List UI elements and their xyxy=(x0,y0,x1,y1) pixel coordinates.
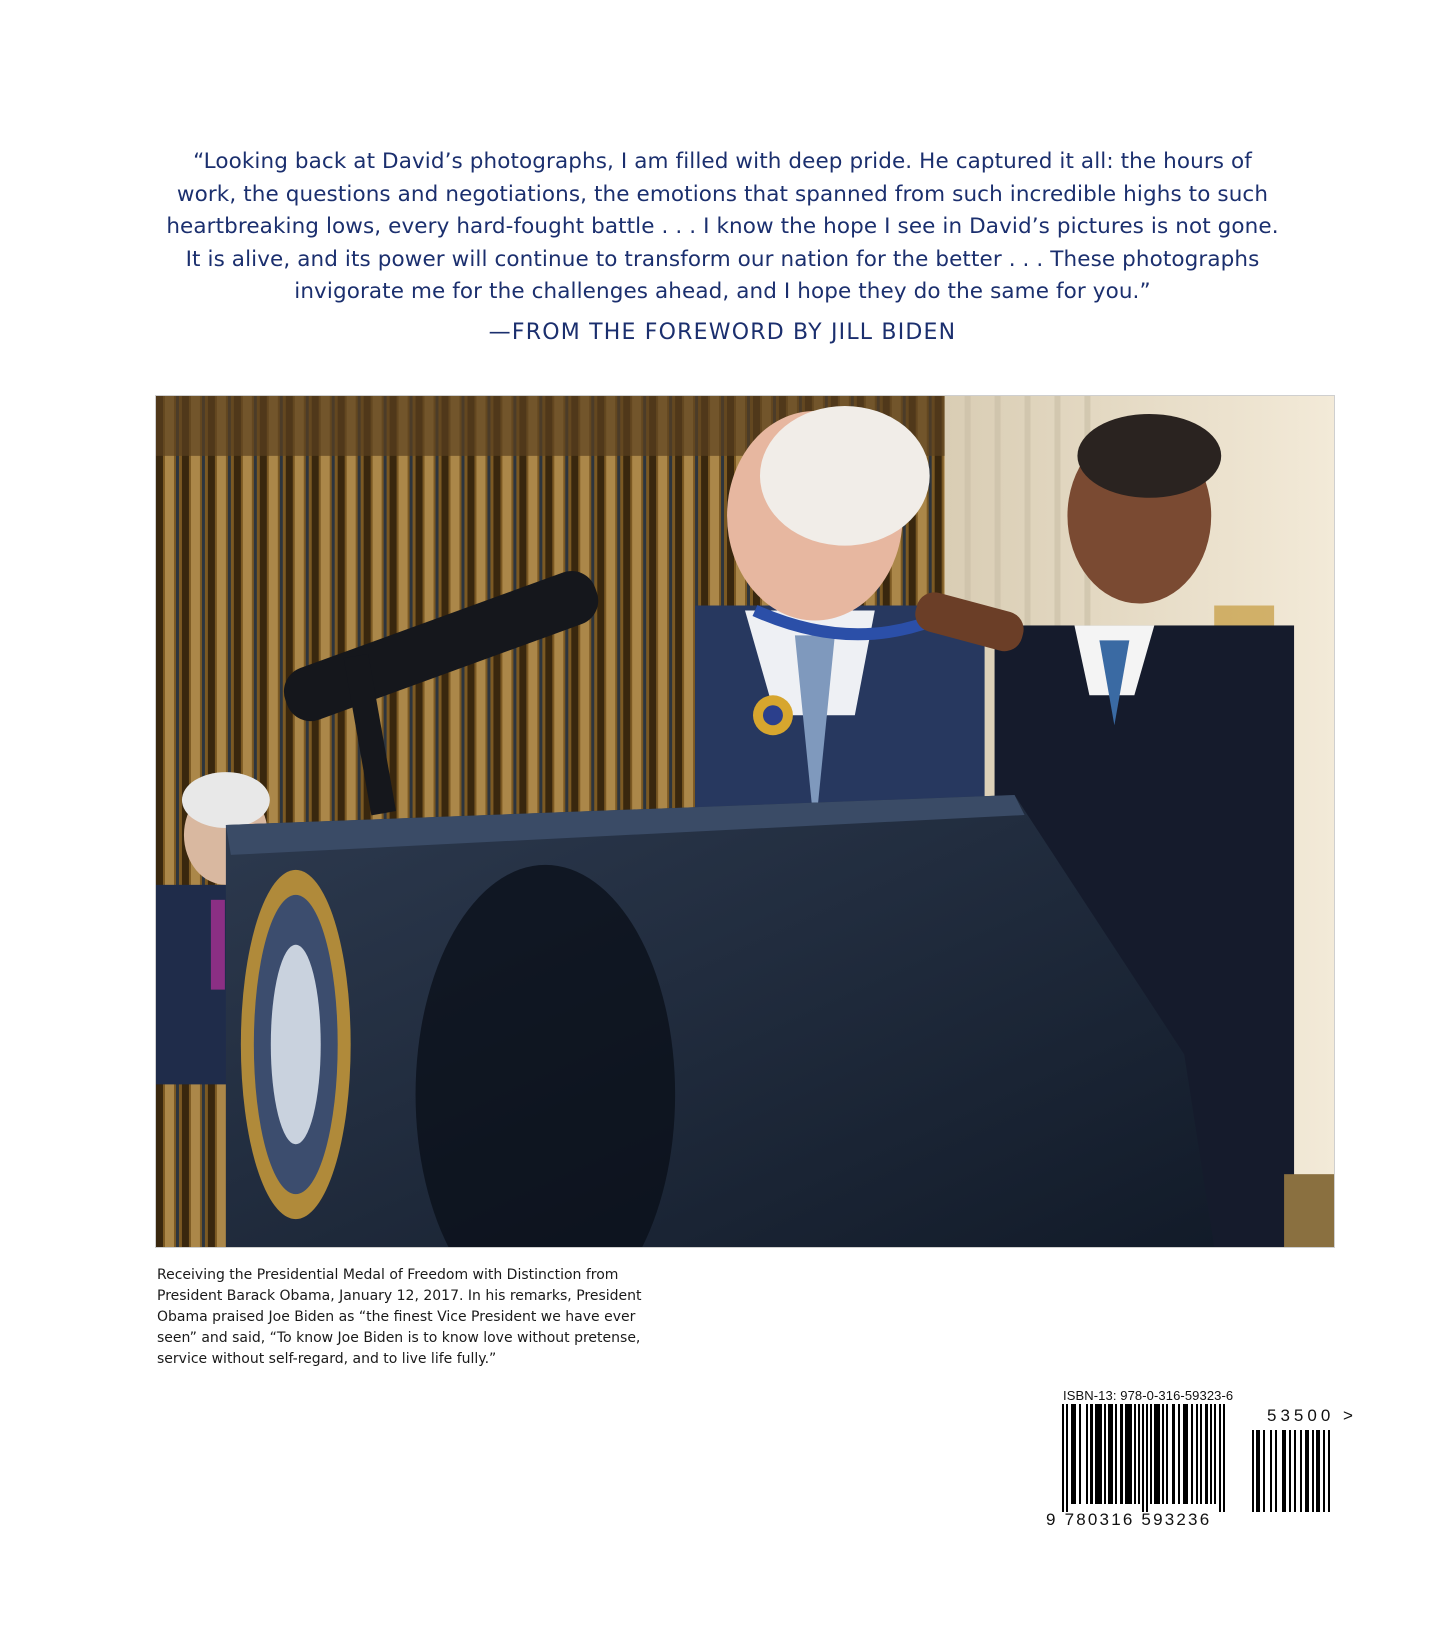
ean-digits: 9 780316 593236 xyxy=(1046,1510,1212,1529)
quote-line: invigorate me for the challenges ahead, and I hope they do the same for you.” xyxy=(294,279,1151,304)
addon-barcode-icon xyxy=(1252,1430,1337,1512)
caption-line: service without self-regard, and to live life fully.” xyxy=(157,1351,497,1367)
photo-caption xyxy=(157,1265,697,1370)
quote-attribution: —FROM THE FOREWORD BY JILL BIDEN xyxy=(488,320,957,345)
caption-line: Obama praised Joe Biden as “the finest Vice President we have ever xyxy=(157,1309,636,1325)
ean-barcode-icon xyxy=(1062,1404,1227,1512)
quote-line: heartbreaking lows, every hard-fought battle . . . I know the hope I see in David’s pictures is not gone. xyxy=(166,214,1279,239)
price-addon-digits: 53500 > xyxy=(1267,1406,1357,1425)
caption-line: seen” and said, “To know Joe Biden is to know love without pretense, xyxy=(157,1330,641,1346)
cover-photo xyxy=(155,395,1335,1248)
caption-line: Receiving the Presidential Medal of Freedom with Distinction from xyxy=(157,1267,619,1283)
quote-line: “Looking back at David’s photographs, I am filled with deep pride. He captured it all: the hours of xyxy=(193,149,1252,174)
quote-line: It is alive, and its power will continue to transform our nation for the better . . . These photographs xyxy=(185,246,1260,272)
isbn-label: ISBN-13: 978-0-316-59323-6 xyxy=(1063,1388,1234,1403)
quote-line: work, the questions and negotiations, the emotions that spanned from such incredible highs to such xyxy=(176,181,1269,207)
foreword-quote xyxy=(150,146,1295,309)
caption-line: President Barack Obama, January 12, 2017. In his remarks, President xyxy=(157,1288,642,1304)
medal-ceremony-photo xyxy=(156,396,1334,1247)
